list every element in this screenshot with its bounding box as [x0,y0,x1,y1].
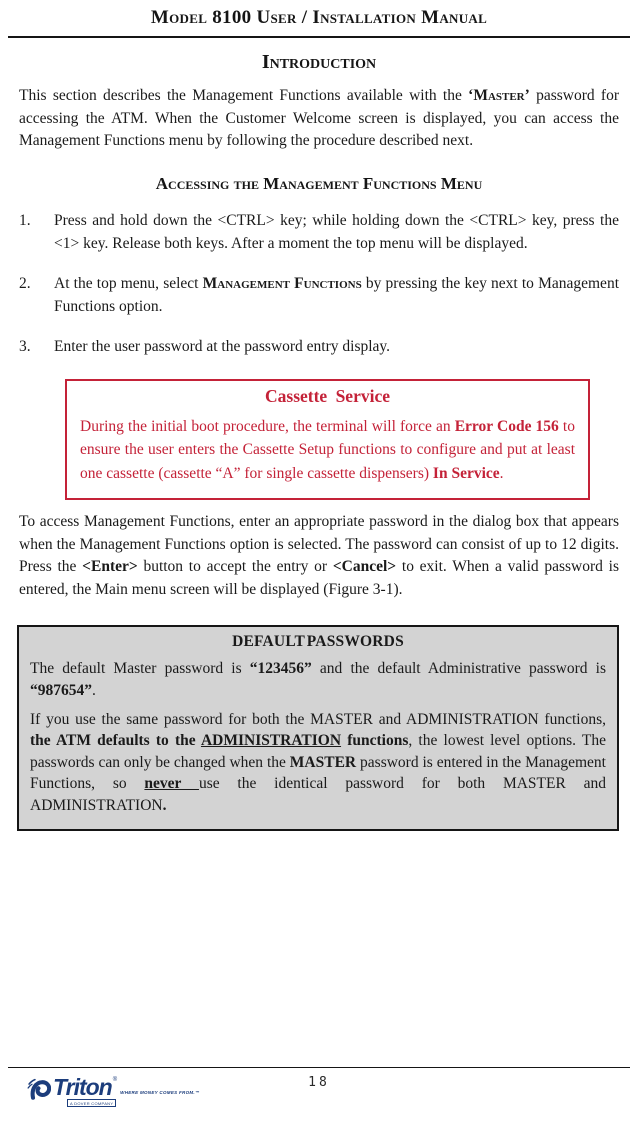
header-rule [8,36,630,38]
cassette-service-notice-box [65,379,590,500]
default-passwords-notice-box [17,625,619,830]
step-item-3 [19,335,619,358]
manual-title: Model 8100 User / Installation Manual [150,7,488,28]
default-passwords-paragraph-2: If you use the same password for both the MASTER and ADMINISTRATION functions, the ATM defaults to the ADMINISTRATION functions, the lowest level options. The passwords can only be changed when the MASTER password is entered in the Management Functions, so never use the identical password for both MASTER and ADMINISTRATION. [30,710,607,814]
step-number: 3. [19,337,31,355]
triton-logo-text [53,1076,200,1107]
step-text: Enter the user password at the password entry display. [54,337,391,355]
footer-rule [8,1067,630,1068]
default-passwords-title: DEFAULT PASSWORDS [232,633,404,651]
cassette-notice-title: Cassette Service [265,385,390,406]
registered-trademark-symbol: ® [112,1077,118,1083]
intro-paragraph: This section describes the Management Functions available with the ‘Master’ password for accessing the ATM. When the Customer Welcome screen is displayed, you can access the Management Functions menu by following the procedure described next. [19,87,619,150]
step-number: 2. [19,274,31,292]
triton-tagline: WHERE MONEY COMES FROM.™ [120,1090,200,1095]
page-number: 18 [308,1075,330,1090]
step-text: Press and hold down the <CTRL> key; while holding down the <CTRL> key, press the <1> key. Release both keys. After a moment the top menu will be displayed. [54,211,619,252]
section-heading-accessing-menu: Accessing the Management Functions Menu [155,173,483,193]
page-header [0,0,638,38]
access-management-paragraph: To access Management Functions, enter an appropriate password in the dialog box that appears when the Management Functions option is selected. The password can consist of up to 12 digits. Press the <Enter> button to accept the entry or <Cancel> to exit. When a valid password is entered, the Main menu screen will be displayed (Figure 3-1). [19,513,619,598]
steps-list [19,209,619,358]
default-passwords-paragraph-1: The default Master password is “123456” and the default Administrative password is “987654”. [30,660,606,699]
triton-logo-subtext: A DOVER COMPANY [67,1099,116,1107]
step-item-2 [19,272,619,318]
page-footer [0,1067,638,1121]
step-number: 1. [19,211,31,229]
page-body [0,51,638,831]
cassette-notice-body: During the initial boot procedure, the terminal will force an Error Code 156 to ensure the user enters the Cassette Setup functions to configure and put at least one cassette (cassette “A” for single cassette dispensers) In Service. [80,417,575,482]
step-item-1 [19,209,619,255]
triton-shell-icon [27,1076,51,1106]
step-text: At the top menu, select Management Functions by pressing the key next to Management Functions option. [54,274,619,315]
section-heading-introduction: Introduction [261,51,377,73]
triton-logo [27,1076,200,1107]
triton-brand-name: Triton [53,1074,112,1100]
